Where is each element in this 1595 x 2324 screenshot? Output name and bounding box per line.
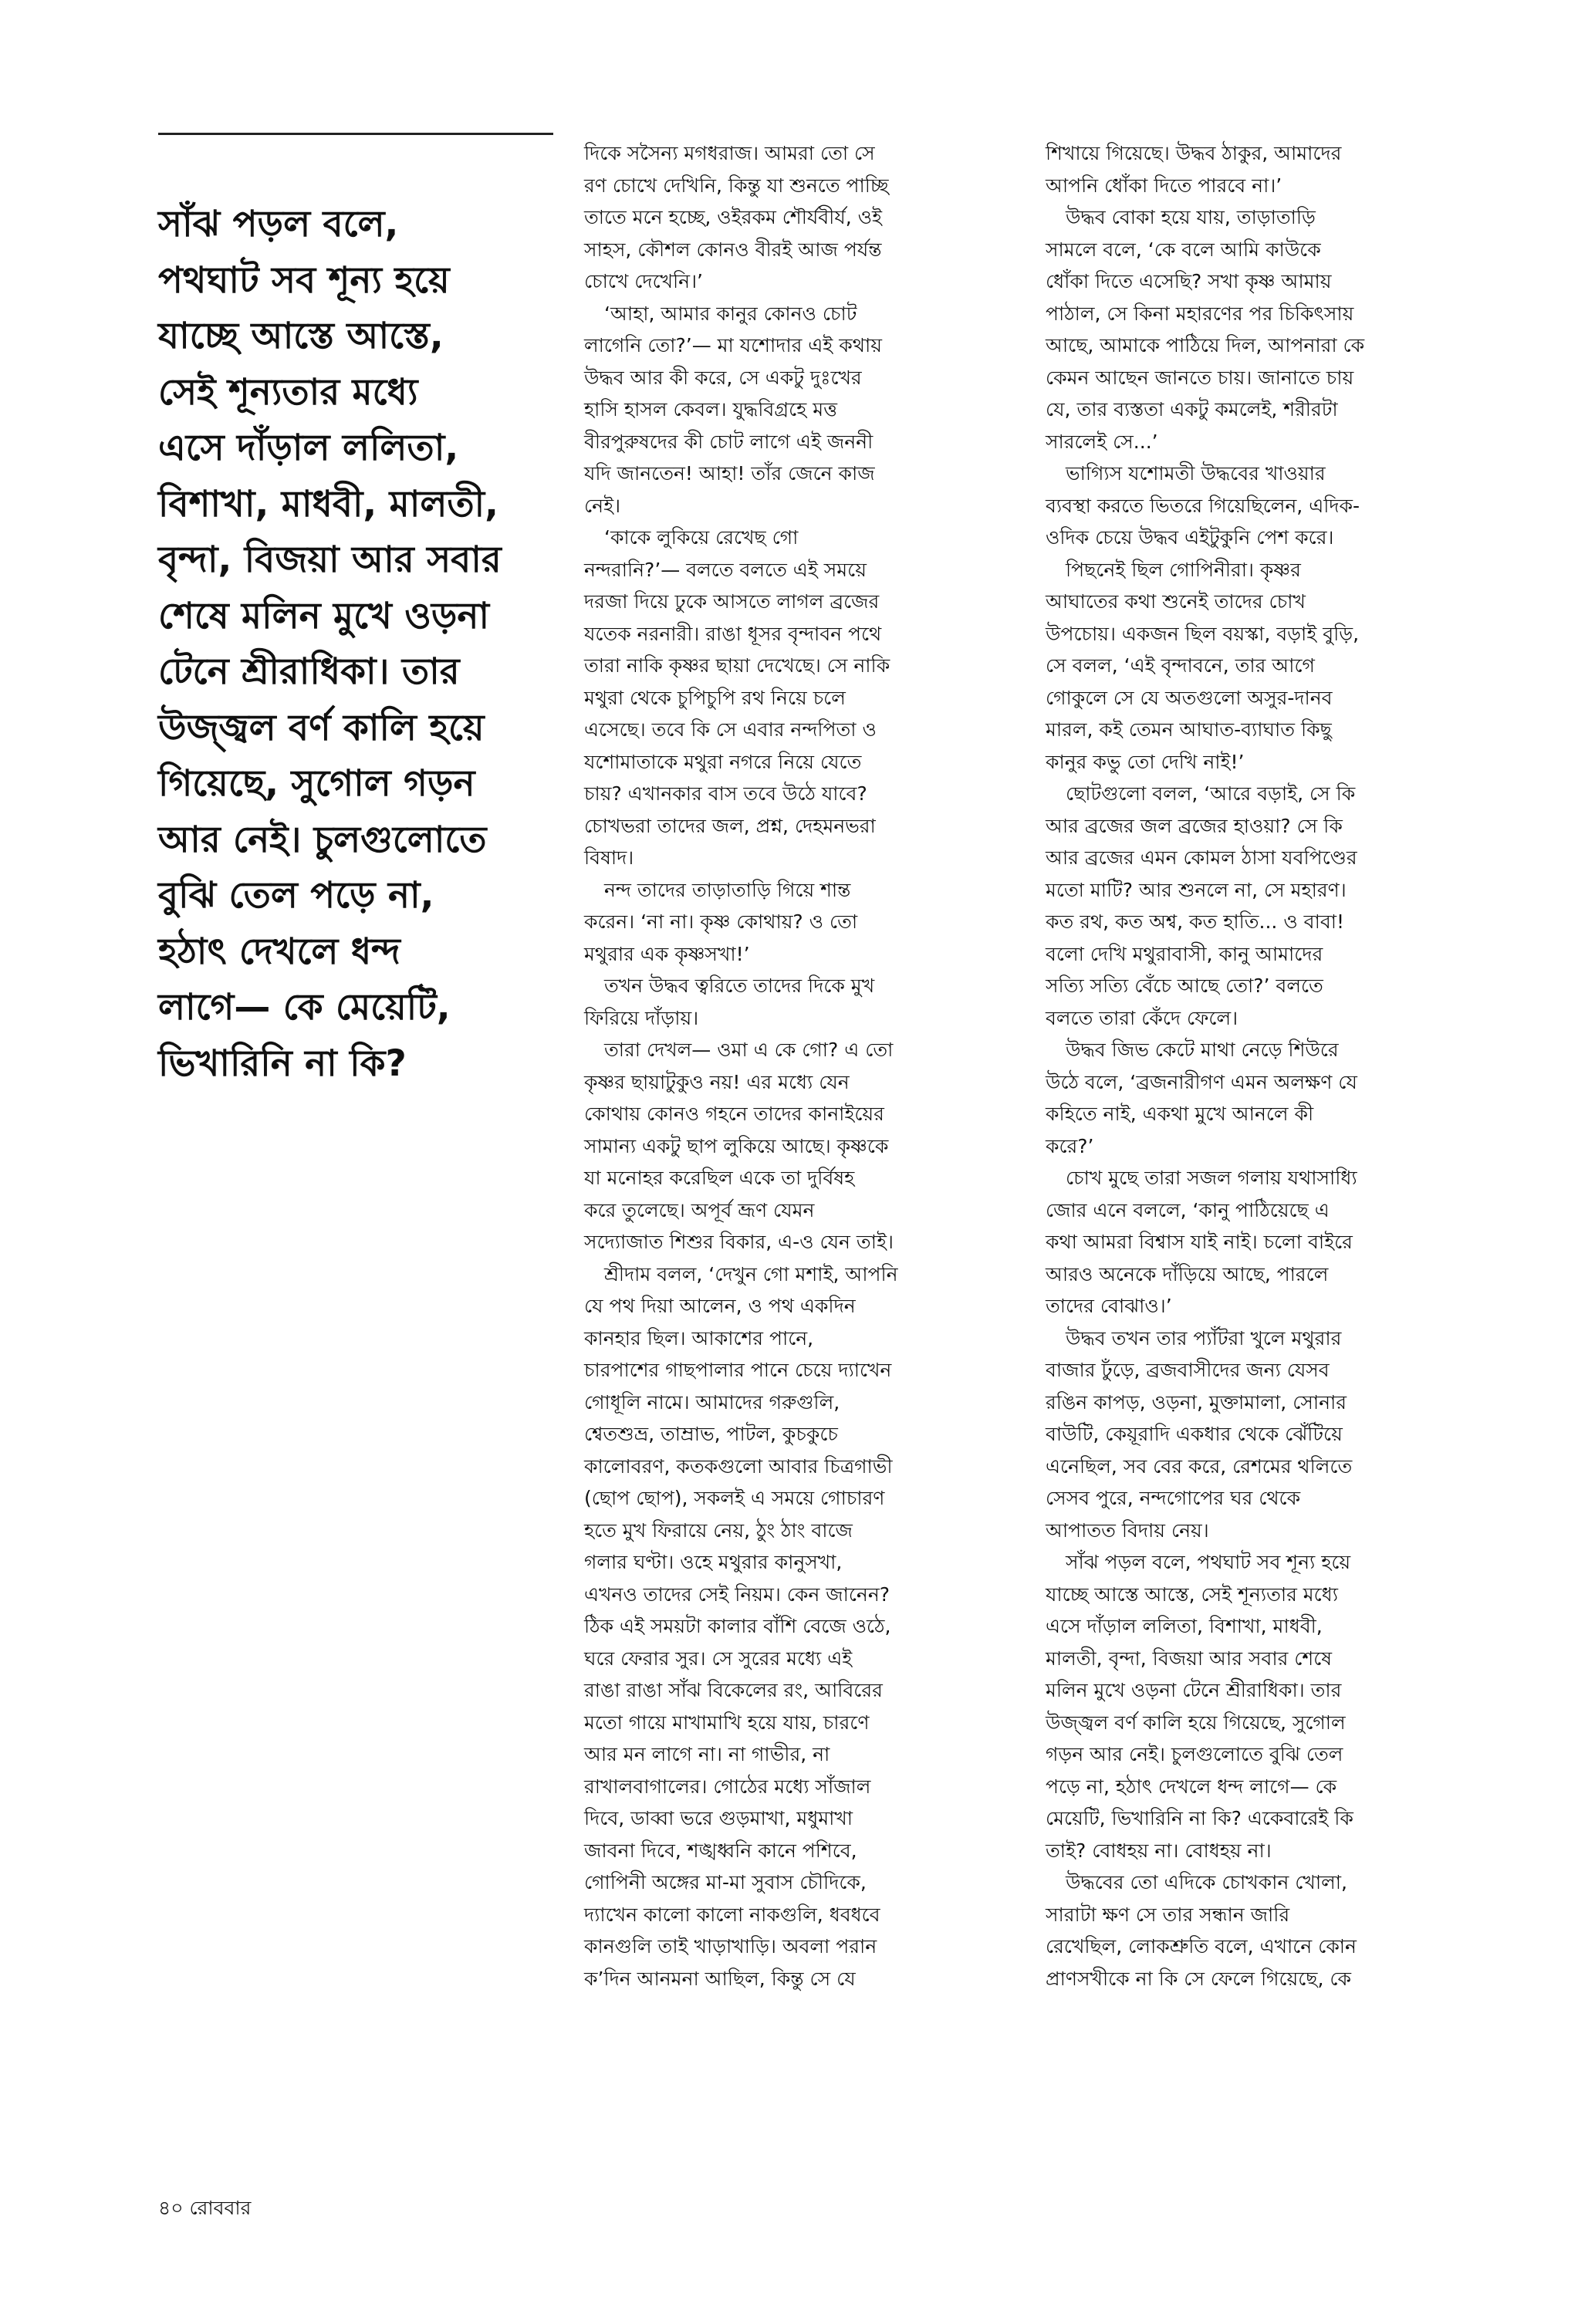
text-line: মালতী, বৃন্দা, বিজয়া আর সবার শেষে [1046,1647,1333,1670]
text-line: মথুরার এক কৃষ্ণসখা!’ [584,942,750,965]
text-line: ছোটগুলো বলল, ‘আরে বড়াই, সে কি [1066,782,1356,805]
text-line: প্রাণসখীকে না কি সে ফেলে গিয়েছে, কে [1046,1967,1351,1990]
pull-quote-line: বুঝি তেল পড়ে না, [158,874,434,917]
text-line: বীরপুরুষদের কী চোট লাগে এই জননী [584,430,874,453]
text-line: তারা দেখল— ওমা এ কে গো? এ তো [604,1039,894,1061]
text-line: জাবনা দিবে, শঙ্খধ্বনি কানে পশিবে, [584,1839,857,1862]
text-line: জোর এনে বললে, ‘কানু পাঠিয়েছে এ [1046,1198,1330,1221]
pull-quote-line: হঠাৎ দেখলে ধন্দ [158,930,400,973]
text-line: শিখায়ে গিয়েছে। উদ্ধব ঠাকুর, আমাদের [1046,142,1342,164]
text-line: করে?’ [1046,1134,1094,1157]
text-line: কানগুলি তাই খাড়াখাড়ি। অবলা পরান [584,1935,877,1957]
pull-quote-line: গিয়েছে, সুগোল গড়ন [158,762,475,805]
text-line: ‘কাকে লুকিয়ে রেখেছ গো [604,526,799,549]
text-line: সদ্যোজাত শিশুর বিকার, এ-ও যেন তাই। [584,1231,894,1253]
text-line: কৃষ্ণর ছায়াটুকুও নয়! এর মধ্যে যেন [584,1070,850,1093]
text-line: করে তুলেছে। অপূর্ব ভ্রূণ যেমন [584,1198,815,1221]
text-line: রণ চোখে দেখিনি, কিন্তু যা শুনতে পাচ্ছি [584,174,889,197]
text-line: যদি জানতেন! আহা! তাঁর জেনে কাজ [584,462,875,485]
text-line: ঘরে ফেরার সুর। সে সুরের মধ্যে এই [584,1647,853,1670]
text-line: চোখে দেখেনি।’ [584,270,703,292]
text-line: ধোঁকা দিতে এসেছি? সখা কৃষ্ণ আমায় [1046,270,1332,292]
text-line: সেসব পুরে, নন্দগোপের ঘর থেকে [1046,1487,1301,1509]
text-line: গোপিনী অঙ্গের মা-মা সুবাস চৌদিকে, [584,1871,867,1893]
text-line: যাচ্ছে আস্তে আস্তে, সেই শূন্যতার মধ্যে [1046,1583,1338,1606]
text-line: নন্দ তাদের তাড়াতাড়ি গিয়ে শান্ত [604,878,851,901]
text-line: যশোমাতাকে মথুরা নগরে নিয়ে যেতে [584,750,862,773]
pull-quote-line: সেই শূন্যতার মধ্যে [158,370,418,414]
text-line: বাজার ঢুঁড়ে, ব্রজবাসীদের জন্য যেসব [1046,1359,1330,1381]
text-line: তারা নাকি কৃষ্ণর ছায়া দেখেছে। সে নাকি [584,654,890,677]
text-line: সাহস, কৌশল কোনও বীরই আজ পর্যন্ত [584,238,882,261]
text-line: ক’দিন আনমনা আছিল, কিন্তু সে যে [584,1967,856,1990]
text-line: সত্যি সত্যি বেঁচে আছে তো?’ বলতে [1046,975,1323,997]
text-line: এখনও তাদের সেই নিয়ম। কেন জানেন? [584,1583,890,1606]
pull-quote-line: সাঁঝ পড়ল বলে, [158,203,399,245]
text-line: ঠিক এই সময়টা কালার বাঁশি বেজে ওঠে, [584,1615,891,1637]
text-line: বিষাদ। [584,846,634,869]
text-line: লাগেনি তো?’— মা যশোদার এই কথায় [584,334,882,356]
pull-quote-line: এসে দাঁড়াল ললিতা, [158,427,459,469]
text-line: কথা আমরা বিশ্বাস যাই নাই। চলো বাইরে [1046,1231,1353,1253]
page-footer [158,2193,251,2226]
text-line: চোখ মুছে তারা সজল গলায় যথাসাধ্যি [1066,1167,1357,1189]
text-line: উঠে বলে, ‘ব্রজনারীগণ এমন অলক্ষণ যে [1046,1070,1357,1093]
text-line: কানুর কভু তো দেখি নাই!’ [1046,750,1245,773]
text-line: বলো দেখি মথুরাবাসী, কানু আমাদের [1046,942,1323,965]
text-line: এসে দাঁড়াল ললিতা, বিশাখা, মাধবী, [1046,1615,1323,1637]
text-line: আর ব্রজের এমন কোমল ঠাসা যবপিণ্ডের [1046,846,1357,869]
text-line: সামলে বলে, ‘কে বলে আমি কাউকে [1046,238,1321,261]
text-line: সামান্য একটু ছাপ লুকিয়ে আছে। কৃষ্ণকে [584,1134,889,1157]
text-line: আছে, আমাকে পাঠিয়ে দিল, আপনারা কে [1046,334,1365,356]
body-column-2 [1046,137,1478,1995]
text-line: মারল, কই তেমন আঘাত-ব্যাঘাত কিছু [1046,718,1332,741]
text-line: পড়ে না, হঠাৎ দেখলে ধন্দ লাগে— কে [1046,1775,1337,1798]
text-line: চোখভরা তাদের জল, প্রশ্ন, দেহমনভরা [584,814,876,837]
text-line: নেই। [584,494,621,517]
text-line: সে বলল, ‘এই বৃন্দাবনে, তার আগে [1046,654,1315,677]
text-line: রেখেছিল, লোকশ্রুতি বলে, এখানে কোন [1046,1935,1357,1957]
text-line: ‘আহা, আমার কানুর কোনও চোট [604,302,857,325]
pull-quote-line: পথঘাট সব শূন্য হয়ে [158,258,450,302]
text-line: গলার ঘণ্টা। ওহে মথুরার কানুসখা, [584,1551,843,1573]
text-line: করেন। ‘না না। কৃষ্ণ কোথায়? ও তো [584,910,858,933]
magazine-name: রোববার [189,2197,252,2219]
pull-quote-line: টেনে শ্রীরাধিকা। তার [158,650,460,693]
pull-quote-line: শেষে মলিন মুখে ওড়না [158,594,490,637]
text-line: যতেক নরনারী। রাঙা ধূসর বৃন্দাবন পথে [584,622,882,645]
text-line: সারাটা ক্ষণ সে তার সন্ধান জারি [1046,1903,1290,1926]
text-line: কহিতে নাই, একথা মুখে আনলে কী [1046,1103,1314,1125]
pull-quote [158,197,575,1092]
text-line: কানহার ছিল। আকাশের পানে, [584,1326,814,1349]
pull-quote-rule [158,133,553,135]
text-line: এসেছে। তবে কি সে এবার নন্দপিতা ও [584,718,877,741]
text-line: পাঠাল, সে কিনা মহারণের পর চিকিৎসায় [1046,302,1354,325]
text-line: উদ্ধবের তো এদিকে চোখকান খোলা, [1066,1871,1347,1893]
text-line: এনেছিল, সব বের করে, রেশমের থলিতে [1046,1454,1353,1478]
text-line: মতো গায়ে মাখামাখি হয়ে যায়, চারণে [584,1711,870,1734]
text-line: নন্দরানি?’— বলতে বলতে এই সময়ে [584,558,867,581]
text-line: বলতে তারা কেঁদে ফেলে। [1046,1006,1238,1029]
text-line: দ্যাখেন কালো কালো নাকগুলি, ধবধবে [584,1903,880,1926]
text-line: উদ্ধব জিভ কেটে মাথা নেড়ে শিউরে [1066,1039,1339,1061]
text-line: ভাগ্যিস যশোমতী উদ্ধবের খাওয়ার [1066,462,1326,485]
text-line: ফিরিয়ে দাঁড়ায়। [584,1006,699,1029]
text-line: উজ্জ্বল বর্ণ কালি হয়ে গিয়েছে, সুগোল [1046,1711,1346,1734]
text-line: তাই? বোধহয় না। বোধহয় না। [1046,1839,1272,1862]
text-line: মথুরা থেকে চুপিচুপি রথ নিয়ে চলে [584,686,846,709]
text-line: উপচোয়। একজন ছিল বয়স্কা, বড়াই বুড়ি, [1046,622,1360,645]
text-line: উদ্ধব আর কী করে, সে একটু দুঃখের [584,366,862,389]
text-line: গোধূলি নামে। আমাদের গরুগুলি, [584,1390,840,1414]
pull-quote-line: বৃন্দা, বিজয়া আর সবার [158,539,502,581]
text-line: মতো মাটি? আর শুনলে না, সে মহারণ। [1046,878,1347,901]
text-line: রঙিন কাপড়, ওড়না, মুক্তামালা, সোনার [1046,1390,1347,1414]
text-line: রাখালবাগালের। গোঠের মধ্যে সাঁজাল [584,1775,871,1798]
text-line: সাঁঝ পড়ল বলে, পথঘাট সব শূন্য হয়ে [1066,1551,1351,1573]
text-line: কত রথ, কত অশ্ব, কত হাতি... ও বাবা! [1046,910,1345,933]
pull-quote-line: আর নেই। চুলগুলোতে [158,818,487,861]
text-line: যা মনোহর করেছিল একে তা দুর্বিষহ [584,1167,855,1189]
text-line: পিছনেই ছিল গোপিনীরা। কৃষ্ণর [1066,558,1301,581]
text-line: দিবে, ডাব্বা ভরে গুড়মাখা, মধুমাখা [584,1807,853,1829]
text-line: আর ব্রজের জল ব্রজের হাওয়া? সে কি [1046,814,1343,837]
pull-quote-line: ভিখারিনি না কি? [158,1042,407,1085]
text-line: তাদের বোঝাও।’ [1046,1295,1172,1317]
text-line: চারপাশের গাছপালার পানে চেয়ে দ্যাখেন [584,1359,892,1381]
text-line: রাঙা রাঙা সাঁঝ বিকেলের রং, আবিরের [584,1679,883,1701]
text-line: আর মন লাগে না। না গাভীর, না [584,1743,830,1765]
text-line: ওদিক চেয়ে উদ্ধব এইটুকুনি পেশ করে। [1046,526,1334,549]
pull-quote-line: উজ্জ্বল বর্ণ কালি হয়ে [158,706,485,749]
text-line: হতে মুখ ফিরায়ে নেয়, ঠুং ঠাং বাজে [584,1518,853,1542]
text-line: মলিন মুখে ওড়না টেনে শ্রীরাধিকা। তার [1046,1679,1342,1701]
text-line: মেয়েটি, ভিখারিনি না কি? একেবারেই কি [1046,1807,1353,1829]
text-line: আপনি ধোঁকা দিতে পারবে না।’ [1046,174,1282,197]
text-line: শ্বেতশুভ্র, তাম্রাভ, পাটল, কুচকুচে [584,1423,838,1445]
text-line: গোকুলে সে যে অতগুলো অসুর-দানব [1046,686,1333,709]
text-line: আপাতত বিদায় নেয়। [1046,1518,1209,1542]
text-line: গড়ন আর নেই। চুলগুলোতে বুঝি তেল [1046,1743,1343,1765]
text-line: তাতে মনে হচ্ছে, ওইরকম শৌর্যবীর্য, ওই [584,206,883,228]
text-line: সারলেই সে...’ [1046,430,1158,453]
body-column-1 [584,137,1016,1995]
text-line: (ছোপ ছোপ), সকলই এ সময়ে গোচারণ [584,1487,885,1509]
text-line: উদ্ধব তখন তার প্যাঁটরা খুলে মথুরার [1066,1326,1342,1349]
page-number: ৪০ [158,2197,184,2219]
text-line: চায়? এখানকার বাস তবে উঠে যাবে? [584,782,867,805]
text-line: কালোবরণ, কতকগুলো আবার চিত্রগাভী [584,1454,893,1478]
pull-quote-line: লাগে— কে মেয়েটি, [158,986,451,1029]
text-line: তখন উদ্ধব ত্বরিতে তাদের দিকে মুখ [604,975,875,997]
text-line: শ্রীদাম বলল, ‘দেখুন গো মশাই, আপনি [604,1262,898,1285]
text-line: যে, তার ব্যস্ততা একটু কমলেই, শরীরটা [1046,398,1338,421]
text-line: বাউটি, কেয়ূরাদি একধার থেকে ঝেঁটিয়ে [1046,1423,1343,1445]
text-line: আঘাতের কথা শুনেই তাদের চোখ [1046,590,1306,613]
text-line: দিকে সসৈন্য মগধরাজ। আমরা তো সে [584,142,875,164]
text-line: কেমন আছেন জানতে চায়। জানাতে চায় [1046,366,1354,389]
text-line: ব্যবস্থা করতে ভিতরে গিয়েছিলেন, এদিক- [1046,494,1360,517]
pull-quote-line: যাচ্ছে আস্তে আস্তে, [158,315,444,357]
text-line: উদ্ধব বোকা হয়ে যায়, তাড়াতাড়ি [1066,206,1316,228]
text-line: যে পথ দিয়া আলেন, ও পথ একদিন [584,1295,856,1317]
text-line: হাসি হাসল কেবল। যুদ্ধবিগ্রহে মত্ত [584,398,837,421]
pull-quote-line: বিশাখা, মাধবী, মালতী, [158,482,498,525]
text-line: দরজা দিয়ে ঢুকে আসতে লাগল ব্রজের [584,590,880,613]
text-line: কোথায় কোনও গহনে তাদের কানাইয়ের [584,1103,884,1125]
text-line: আরও অনেকে দাঁড়িয়ে আছে, পারলে [1046,1262,1329,1285]
